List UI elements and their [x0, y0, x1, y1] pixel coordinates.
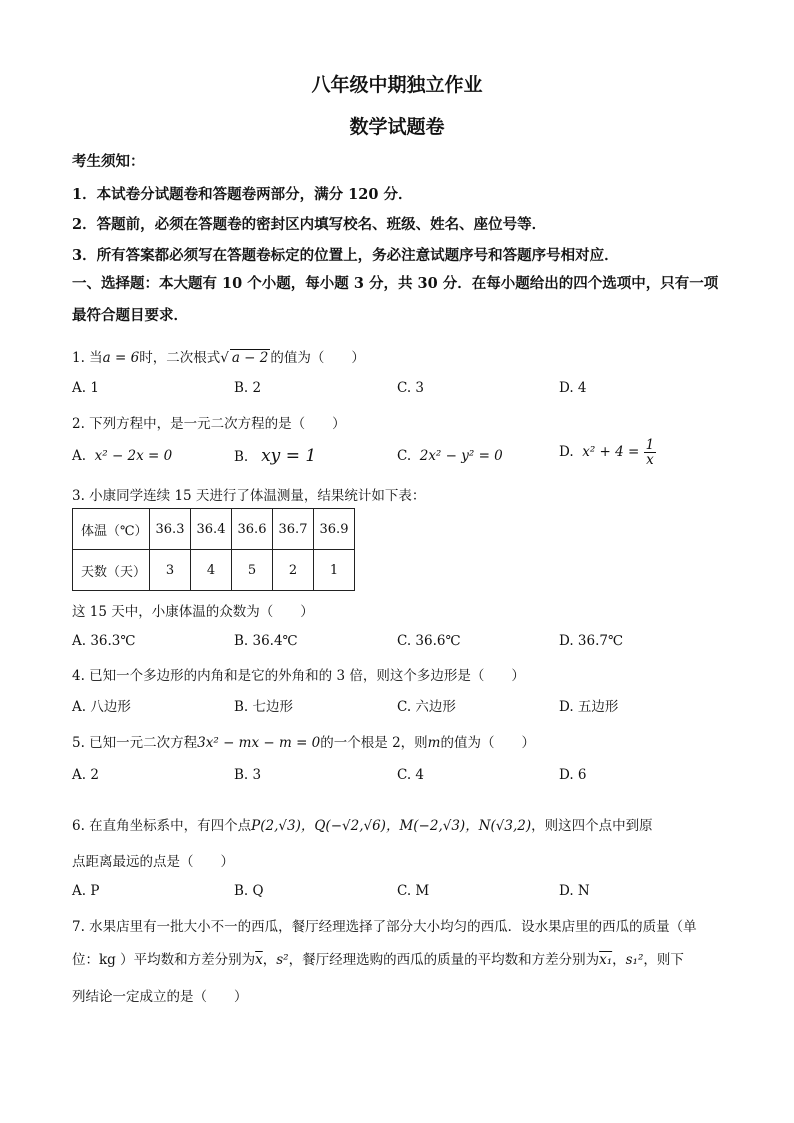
q1-option-b: B. 2 — [234, 380, 262, 396]
q6-option-d: D. N — [559, 883, 590, 899]
q1-radicand: a − 2 — [231, 350, 269, 366]
q3-option-d: D. 36.7℃ — [559, 633, 624, 649]
notice-item-3: 3．所有答案都必须写在答题卷标定的位置上，务必注意试题序号和答题序号相对应． — [72, 247, 619, 264]
question-3-stem: 3. 小康同学连续 15 天进行了体温测量，结果统计如下表： — [72, 488, 426, 504]
question-7-line-3: 列结论一定成立的是（ ） — [72, 989, 248, 1005]
q2-option-d: D. x² + 4 = $\frac{1}{x}$ — [559, 437, 655, 468]
table-cell: 4 — [191, 550, 232, 591]
q4-option-b: B. 七边形 — [234, 699, 294, 715]
table-cell: 36.6 — [232, 509, 273, 550]
question-3-follow: 这 15 天中，小康体温的众数为（ ） — [72, 604, 314, 620]
question-4-stem: 4. 已知一个多边形的内角和是它的外角和的 3 倍，则这个多边形是（ ） — [72, 668, 525, 684]
question-2-stem: 2. 下列方程中，是一元二次方程的是（ ） — [72, 416, 346, 432]
q4-option-c: C. 六边形 — [397, 699, 456, 715]
notice-heading: 考生须知： — [72, 153, 145, 170]
q6-points: P(2,√3)，Q(−√2,√6)，M(−2,√3)，N(√3,2) — [251, 818, 532, 834]
q1-option-d: D. 4 — [559, 380, 587, 396]
q1-option-a: A. 1 — [72, 380, 99, 396]
q1-option-c: C. 3 — [397, 380, 425, 396]
q5-option-c: C. 4 — [397, 767, 425, 783]
q2-option-c: C. 2x² − y² = 0 — [397, 448, 503, 464]
question-5-stem: 5. 已知一元二次方程3x² − mx − m = 0的一个根是 2，则m的值为（ ） — [72, 735, 535, 751]
table-header-temp: 体温（℃） — [73, 509, 150, 550]
notice-item-1: 1．本试卷分试题卷和答题卷两部分，满分 120 分． — [72, 186, 413, 203]
exam-title: 八年级中期独立作业 — [311, 74, 483, 96]
q2-option-b: B. xy = 1 — [234, 446, 317, 466]
temperature-table — [72, 508, 355, 591]
q2-option-a: A. x² − 2x = 0 — [72, 448, 173, 464]
table-cell: 36.7 — [273, 509, 314, 550]
q6-option-b: B. Q — [234, 883, 264, 899]
q5-option-b: B. 3 — [234, 767, 262, 783]
table-row — [73, 509, 355, 550]
q3-option-b: B. 36.4℃ — [234, 633, 298, 649]
question-6-line-1: 6. 在直角坐标系中，有四个点P(2,√3)，Q(−√2,√6)，M(−2,√3)，N(√3,2)，则这四个点中到原 — [72, 818, 653, 834]
exam-subtitle: 数学试题卷 — [349, 116, 445, 138]
q6-option-a: A. P — [72, 883, 100, 899]
question-1-stem: 1. 当a = 6时，二次根式√ a − 2 的值为（ ） — [72, 350, 365, 366]
q3-option-c: C. 36.6℃ — [397, 633, 461, 649]
question-7-line-2: 位：kg ）平均数和方差分别为$\overline{x}$，s²，餐厅经理选购的西瓜的质量的平均数和方差分别为x₁，s₁²，则下 — [72, 952, 684, 968]
q4-option-d: D. 五边形 — [559, 699, 619, 715]
table-cell: 1 — [314, 550, 355, 591]
q5-option-d: D. 6 — [559, 767, 587, 783]
table-cell: 36.4 — [191, 509, 232, 550]
table-cell: 3 — [150, 550, 191, 591]
table-header-days: 天数（天） — [73, 550, 150, 591]
table-row — [73, 550, 355, 591]
question-6-line-2: 点距离最远的点是（ ） — [72, 854, 234, 870]
table-cell: 5 — [232, 550, 273, 591]
section-heading: 一、选择题：本大题有 10 个小题，每小题 3 分，共 30 分．在每小题给出的四个选项中，只有一项最符合题目要求． — [72, 275, 719, 324]
q2-d-fraction: $\frac{1}{x}$ — [645, 437, 655, 468]
q3-option-a: A. 36.3℃ — [72, 633, 136, 649]
q4-option-a: A. 八边形 — [72, 699, 131, 715]
question-7-line-1: 7. 水果店里有一批大小不一的西瓜，餐厅经理选择了部分大小均匀的西瓜．设水果店里的西瓜的质量（单 — [72, 919, 697, 935]
q6-option-c: C. M — [397, 883, 430, 899]
q1-condition: a = 6 — [102, 350, 140, 366]
table-cell: 2 — [273, 550, 314, 591]
q5-option-a: A. 2 — [72, 767, 99, 783]
q5-equation: 3x² − mx − m = 0 — [197, 735, 321, 751]
notice-item-2: 2．答题前，必须在答题卷的密封区内填写校名、班级、姓名、座位号等． — [72, 216, 547, 233]
table-cell: 36.9 — [314, 509, 355, 550]
table-cell: 36.3 — [150, 509, 191, 550]
